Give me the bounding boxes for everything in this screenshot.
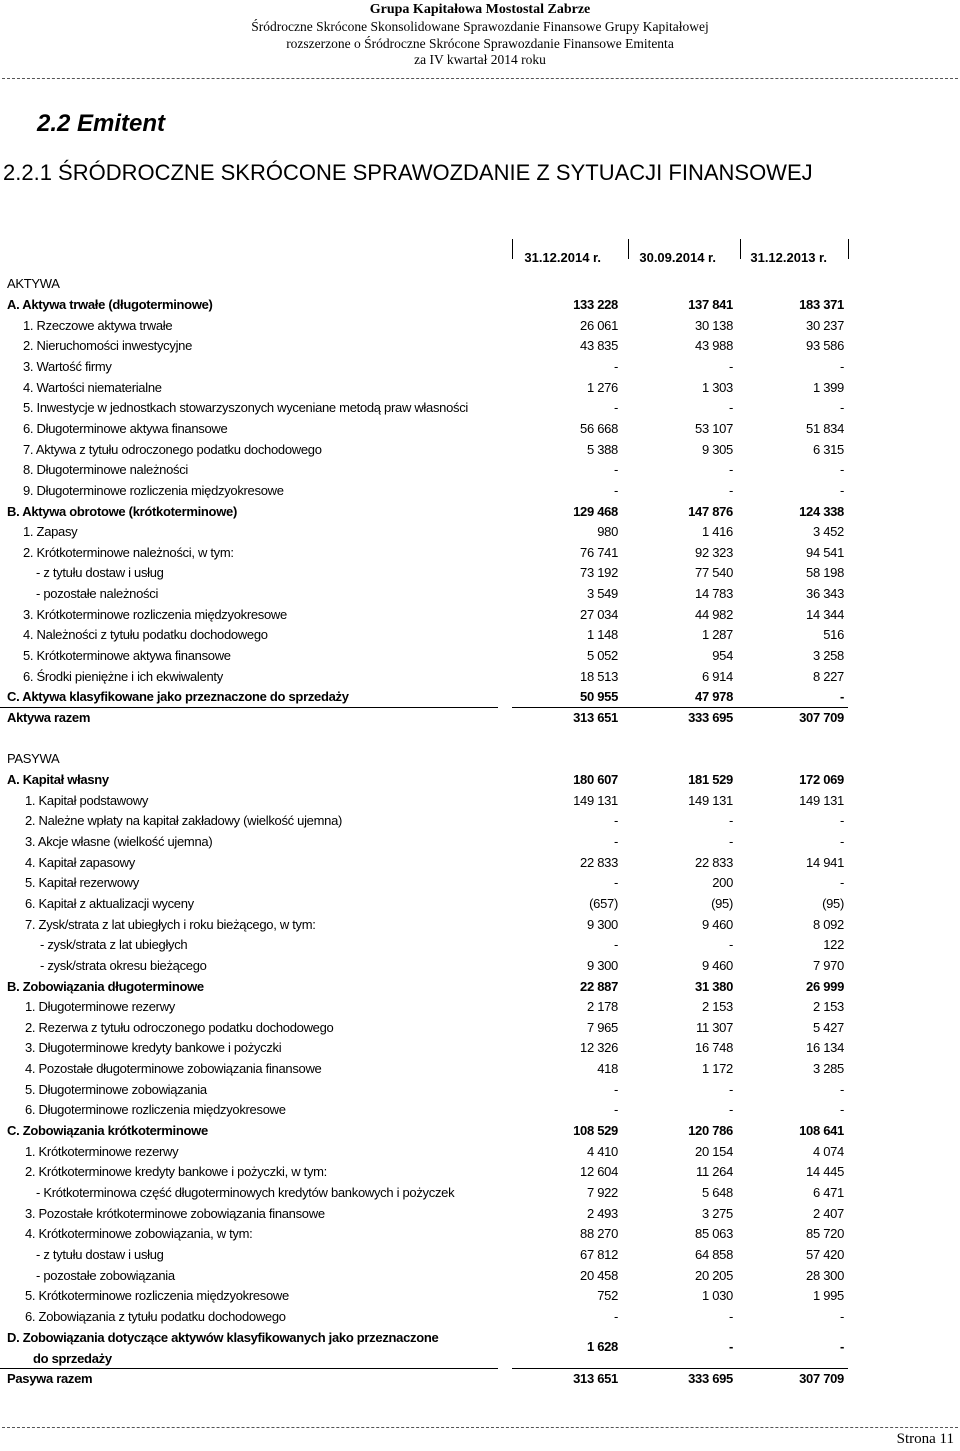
report-title-line: Śródroczne Skrócone Skonsolidowane Sprawozdanie Finansowe Grupy Kapitałowej: [251, 19, 709, 34]
cell-2014q3: 20 154: [695, 1143, 733, 1159]
row-label: A. Kapitał własny: [7, 772, 109, 787]
table-row: [0, 460, 960, 480]
table-row: [0, 1059, 960, 1079]
table-row: [0, 1307, 960, 1327]
cell-2013q4: 2 407: [812, 1205, 844, 1221]
column-header-2014q3: 30.09.2014 r.: [639, 250, 716, 265]
table-row: [0, 1224, 960, 1244]
cell-2014q3: 30 138: [695, 317, 733, 333]
cell-2014q4: 5 052: [586, 648, 618, 664]
cell-2013q4: 85 720: [806, 1226, 844, 1242]
row-label-continued: do sprzedaży: [33, 1351, 112, 1366]
row-label: 1. Rzeczowe aktywa trwałe: [23, 317, 173, 333]
cell-2014q3: 85 063: [695, 1226, 733, 1242]
row-label: 4. Kapitał zapasowy: [25, 854, 135, 870]
cell-2013q4: 2 153: [812, 999, 844, 1015]
row-label: 8. Długoterminowe należności: [23, 462, 189, 478]
cell-2013q4: 172 069: [799, 772, 844, 787]
cell-2013q4: -: [839, 358, 844, 374]
cell-2014q3: -: [728, 1339, 733, 1354]
cell-2014q3: -: [728, 482, 733, 498]
cell-2014q4: 88 270: [580, 1226, 618, 1242]
column-divider: [848, 239, 849, 259]
cell-2013q4: 5 427: [812, 1019, 844, 1035]
table-row: [0, 1100, 960, 1120]
cell-2014q4: 133 228: [573, 297, 618, 312]
table-row: [0, 1286, 960, 1306]
cell-2014q4: -: [613, 1081, 618, 1097]
table-row: [0, 295, 960, 315]
row-label: 7. Aktywa z tytułu odroczonego podatku dochodowego: [23, 441, 322, 457]
cell-2014q3: -: [728, 1081, 733, 1097]
cell-2013q4: -: [839, 1081, 844, 1097]
table-row: [0, 832, 960, 852]
cell-2014q4: 22 833: [580, 854, 618, 870]
cell-2014q4: 76 741: [580, 544, 618, 560]
cell-2013q4: -: [839, 400, 844, 416]
table-row: [0, 853, 960, 873]
cell-2013q4: 307 709: [799, 710, 844, 725]
cell-2014q4: 2 178: [586, 999, 618, 1015]
cell-2013q4: 30 237: [806, 317, 844, 333]
table-row: [0, 977, 960, 997]
section-title: 2.2 Emitent: [37, 110, 166, 137]
cell-2013q4: 57 420: [806, 1246, 844, 1262]
table-row: [0, 708, 960, 728]
table-row: [0, 1204, 960, 1224]
cell-2013q4: 36 343: [806, 586, 844, 602]
footer-divider: [2, 1427, 958, 1428]
cell-2014q4: 1 148: [586, 627, 618, 643]
row-label: 6. Zobowiązania z tytułu podatku dochodowego: [25, 1308, 286, 1324]
row-label: 6. Środki pieniężne i ich ekwiwalenty: [23, 668, 223, 684]
cell-2014q3: 333 695: [688, 710, 733, 725]
cell-2014q3: 14 783: [695, 586, 733, 602]
cell-2014q3: 9 460: [701, 916, 733, 932]
table-row: [0, 316, 960, 336]
page-number: Strona 11: [896, 1431, 954, 1447]
table-row: [0, 811, 960, 831]
table-row: [0, 543, 960, 563]
table-row: [0, 956, 960, 976]
cell-2013q4: -: [839, 813, 844, 829]
row-label: - z tytułu dostaw i usług: [36, 565, 164, 581]
cell-2013q4: 7 970: [812, 957, 844, 973]
cell-2014q4: 20 458: [580, 1267, 618, 1283]
table-row: [0, 336, 960, 356]
table-row: [0, 935, 960, 955]
table-row: [0, 791, 960, 811]
row-label: 4. Krótkoterminowe zobowiązania, w tym:: [25, 1226, 253, 1242]
cell-2013q4: 3 258: [812, 648, 844, 664]
liabilities-total-row: Pasywa razem 313 651 333 695 307 709: [7, 1371, 844, 1386]
cell-2014q3: 120 786: [688, 1123, 733, 1139]
cell-2013q4: 94 541: [806, 544, 844, 560]
table-row: [0, 1121, 960, 1141]
cell-2014q3: -: [728, 1308, 733, 1324]
table-row: [0, 357, 960, 377]
cell-2014q3: 149 131: [688, 792, 733, 808]
cell-2014q4: 313 651: [573, 710, 618, 725]
row-label: - pozostałe zobowiązania: [36, 1267, 175, 1283]
cell-2014q3: 3 275: [701, 1205, 733, 1221]
row-label: - zysk/strata z lat ubiegłych: [40, 937, 188, 953]
cell-2013q4: 58 198: [806, 565, 844, 581]
table-row: [0, 997, 960, 1017]
table-row: [0, 687, 960, 707]
cell-2014q3: 137 841: [688, 297, 733, 312]
cell-2014q4: -: [613, 400, 618, 416]
row-label: C. Zobowiązania krótkoterminowe: [7, 1123, 208, 1139]
cell-2013q4: -: [839, 833, 844, 849]
row-label: - z tytułu dostaw i usług: [36, 1246, 164, 1262]
cell-2013q4: 8 092: [812, 916, 844, 932]
cell-2014q3: 954: [712, 648, 733, 664]
cell-2014q3: 1 172: [701, 1061, 733, 1077]
row-label: - Krótkoterminowa część długoterminowych kredytów bankowych i pożyczek: [36, 1185, 455, 1200]
table-row: [0, 1142, 960, 1162]
cell-2013q4: -: [839, 1308, 844, 1324]
table-row: [0, 625, 960, 645]
cell-2014q3: -: [728, 400, 733, 416]
cell-2014q3: 1 287: [701, 627, 733, 643]
cell-2013q4: 4 074: [812, 1143, 844, 1159]
cell-2014q3: -: [728, 937, 733, 953]
cell-2013q4: 8 227: [812, 668, 844, 684]
row-label: 3. Pozostałe krótkoterminowe zobowiązania finansowe: [25, 1205, 325, 1221]
cell-2013q4: 1 399: [812, 379, 844, 395]
table-row: [0, 1183, 960, 1203]
company-name: Grupa Kapitałowa Mostostal Zabrze: [369, 2, 591, 17]
cell-2014q4: -: [613, 813, 618, 829]
cell-2014q4: 980: [597, 524, 618, 540]
cell-2013q4: 14 941: [806, 854, 844, 870]
cell-2014q4: 18 513: [580, 668, 618, 684]
row-label: 4. Należności z tytułu podatku dochodowego: [23, 627, 268, 643]
cell-2014q4: 12 326: [580, 1040, 618, 1056]
cell-2013q4: 3 285: [812, 1061, 844, 1077]
cell-2014q4: 129 468: [573, 503, 618, 519]
cell-2014q3: 1 416: [701, 524, 733, 540]
cell-2014q3: 1 030: [701, 1288, 733, 1304]
table-row: [0, 873, 960, 893]
row-label: B. Zobowiązania długoterminowe: [7, 978, 204, 994]
cell-2013q4: -: [839, 1339, 844, 1354]
row-label: 6. Długoterminowe aktywa finansowe: [23, 420, 228, 436]
assets-heading: AKTYWA: [7, 276, 60, 291]
cell-2014q3: 16 748: [695, 1040, 733, 1056]
cell-2013q4: 93 586: [806, 338, 844, 354]
cell-2014q4: 7 922: [586, 1185, 618, 1200]
row-label: 3. Krótkoterminowe rozliczenia międzyokresowe: [23, 606, 287, 622]
cell-2014q4: 149 131: [573, 792, 618, 808]
row-label: 3. Długoterminowe kredyty bankowe i pożyczki: [25, 1040, 282, 1056]
cell-2014q3: 11 264: [696, 1164, 733, 1180]
table-row: [0, 894, 960, 914]
row-label: - zysk/strata okresu bieżącego: [40, 957, 207, 973]
cell-2014q3: -: [728, 813, 733, 829]
cell-2014q3: -: [728, 358, 733, 374]
table-row: [0, 915, 960, 935]
table-row: [0, 398, 960, 418]
header-divider: [2, 78, 958, 79]
row-label: 5. Krótkoterminowe aktywa finansowe: [23, 648, 231, 664]
cell-2014q4: 12 604: [580, 1164, 618, 1180]
cell-2014q3: 31 380: [695, 978, 733, 994]
cell-2013q4: 149 131: [799, 792, 844, 808]
cell-2013q4: 124 338: [799, 503, 844, 519]
table-row: [0, 584, 960, 604]
cell-2014q4: 26 061: [580, 317, 618, 333]
row-label: 3. Akcje własne (wielkość ujemna): [25, 833, 213, 849]
table-row: [0, 481, 960, 501]
row-label: B. Aktywa obrotowe (krótkoterminowe): [7, 503, 237, 519]
row-label: 2. Należne wpłaty na kapitał zakładowy (wielkość ujemna): [25, 813, 343, 829]
table-row: [0, 646, 960, 666]
cell-2013q4: 51 834: [806, 420, 844, 436]
cell-2014q3: 53 107: [695, 420, 733, 436]
cell-2014q3: 43 988: [695, 338, 733, 354]
report-period: za IV kwartał 2014 roku: [414, 52, 546, 67]
cell-2014q4: 7 965: [586, 1019, 618, 1035]
cell-2014q4: 108 529: [573, 1123, 618, 1139]
cell-2014q3: 147 876: [688, 503, 733, 519]
row-label: 4. Wartości niematerialne: [23, 379, 162, 395]
cell-2013q4: 183 371: [799, 297, 844, 312]
row-label: 4. Pozostałe długoterminowe zobowiązania finansowe: [25, 1061, 322, 1077]
cell-2014q4: 1 276: [586, 379, 618, 395]
cell-2013q4: 14 445: [806, 1164, 844, 1180]
cell-2014q4: -: [613, 1102, 618, 1118]
row-label: 7. Zysk/strata z lat ubiegłych i roku bieżącego, w tym:: [25, 916, 316, 932]
report-subtitle-line: rozszerzone o Śródroczne Skrócone Sprawozdanie Finansowe Emitenta: [286, 36, 674, 51]
cell-2014q4: 22 887: [580, 978, 618, 994]
table-row: [0, 378, 960, 398]
cell-2013q4: 516: [823, 627, 844, 643]
table-row: [0, 1162, 960, 1182]
row-label: 1. Kapitał podstawowy: [25, 792, 149, 808]
row-label: 2. Nieruchomości inwestycyjne: [23, 338, 193, 354]
cell-2014q3: -: [728, 833, 733, 849]
row-label: A. Aktywa trwałe (długoterminowe): [7, 297, 213, 312]
row-label: C. Aktywa klasyfikowane jako przeznaczone do sprzedaży: [7, 689, 349, 705]
cell-2013q4: 28 300: [806, 1267, 844, 1283]
cell-2013q4: 14 344: [806, 606, 844, 622]
cell-2014q4: 50 955: [580, 689, 618, 705]
cell-2014q3: 11 307: [696, 1019, 733, 1035]
table-row: [0, 419, 960, 439]
row-label: 5. Kapitał rezerwowy: [25, 875, 139, 891]
cell-2014q3: 6 914: [701, 668, 733, 684]
table-row: [0, 770, 960, 790]
cell-2013q4: (95): [822, 895, 844, 911]
total-rule: [0, 707, 498, 708]
row-label: 1. Krótkoterminowe rezerwy: [25, 1143, 179, 1159]
cell-2014q4: 27 034: [580, 606, 618, 622]
row-label: 2. Krótkoterminowe należności, w tym:: [23, 544, 234, 560]
row-label: 5. Inwestycje w jednostkach stowarzyszonych wyceniane metodą praw własności: [23, 400, 468, 416]
row-label: 5. Długoterminowe zobowiązania: [25, 1081, 207, 1097]
cell-2013q4: 16 134: [806, 1040, 844, 1056]
cell-2013q4: 3 452: [812, 524, 844, 540]
cell-2013q4: -: [839, 689, 844, 705]
column-header-2014q4: 31.12.2014 r.: [524, 250, 601, 265]
cell-2013q4: -: [839, 875, 844, 891]
cell-2014q4: -: [613, 482, 618, 498]
row-label: 6. Kapitał z aktualizacji wyceny: [25, 895, 194, 911]
cell-2014q3: 64 858: [695, 1246, 733, 1262]
cell-2014q3: 44 982: [695, 606, 733, 622]
cell-2014q4: 418: [597, 1061, 618, 1077]
cell-2014q4: 9 300: [586, 957, 618, 973]
table-row: [0, 1080, 960, 1100]
cell-2014q4: -: [613, 358, 618, 374]
cell-2014q4: 4 410: [586, 1143, 618, 1159]
cell-2014q3: 20 205: [695, 1267, 733, 1283]
cell-2013q4: -: [839, 482, 844, 498]
liabilities-heading: PASYWA: [7, 751, 60, 766]
cell-2014q3: 47 978: [695, 689, 733, 705]
cell-2014q3: 9 460: [701, 957, 733, 973]
cell-2014q4: 56 668: [580, 420, 618, 436]
cell-2013q4: 1 995: [812, 1288, 844, 1304]
cell-2014q4: 1 628: [586, 1339, 618, 1354]
row-label: 6. Długoterminowe rozliczenia międzyokresowe: [25, 1102, 286, 1118]
row-label: 9. Długoterminowe rozliczenia międzyokresowe: [23, 482, 284, 498]
cell-2013q4: 122: [823, 937, 844, 953]
row-label: 1. Długoterminowe rezerwy: [25, 999, 176, 1015]
cell-2014q3: 5 648: [701, 1185, 733, 1200]
cell-2014q3: 2 153: [701, 999, 733, 1015]
table-row: [0, 667, 960, 687]
row-label: 2. Rezerwa z tytułu odroczonego podatku dochodowego: [25, 1019, 334, 1035]
cell-2014q3: 200: [712, 875, 733, 891]
row-label: D. Zobowiązania dotyczące aktywów klasyfikowanych jako przeznaczone: [7, 1330, 439, 1345]
row-label: 5. Krótkoterminowe rozliczenia międzyokresowe: [25, 1288, 289, 1304]
cell-2014q3: 181 529: [688, 772, 733, 787]
table-row: [0, 1245, 960, 1265]
cell-2014q4: (657): [589, 895, 618, 911]
cell-2014q4: -: [613, 875, 618, 891]
cell-2014q4: -: [613, 462, 618, 478]
table-row: [0, 1018, 960, 1038]
row-label: 1. Zapasy: [23, 524, 78, 540]
cell-2014q4: 67 812: [580, 1246, 618, 1262]
row-label: - pozostałe należności: [36, 586, 159, 602]
cell-2014q4: -: [613, 1308, 618, 1324]
cell-2014q4: 73 192: [580, 565, 618, 581]
column-header-2013q4: 31.12.2013 r.: [750, 250, 827, 265]
cell-2013q4: -: [839, 1102, 844, 1118]
table-row: [0, 605, 960, 625]
cell-2014q4: 180 607: [573, 772, 618, 787]
row-label: 3. Wartość firmy: [23, 358, 112, 374]
table-row: [0, 1038, 960, 1058]
table-row: [0, 522, 960, 542]
cell-2014q3: 9 305: [701, 441, 733, 457]
cell-2014q3: 77 540: [695, 565, 733, 581]
table-row: [0, 1266, 960, 1286]
cell-2014q4: -: [613, 833, 618, 849]
cell-2014q3: -: [728, 1102, 733, 1118]
cell-2014q4: 5 388: [586, 441, 618, 457]
cell-2014q4: 9 300: [586, 916, 618, 932]
cell-2014q4: 3 549: [586, 586, 618, 602]
total-rule: [512, 707, 848, 708]
cell-2014q3: 92 323: [695, 544, 733, 560]
cell-2014q4: -: [613, 937, 618, 953]
cell-2014q3: 1 303: [701, 379, 733, 395]
cell-2013q4: 6 315: [812, 441, 844, 457]
cell-2014q3: -: [728, 462, 733, 478]
cell-2013q4: -: [839, 462, 844, 478]
table-row: [0, 440, 960, 460]
cell-2013q4: 26 999: [806, 978, 844, 994]
subsection-title: 2.2.1 ŚRÓDROCZNE SKRÓCONE SPRAWOZDANIE Z SYTUACJI FINANSOWEJ: [3, 160, 813, 185]
cell-2014q3: (95): [711, 895, 733, 911]
cell-2014q4: 752: [597, 1288, 618, 1304]
cell-2014q4: 43 835: [580, 338, 618, 354]
cell-2014q3: 22 833: [695, 854, 733, 870]
cell-2014q4: 2 493: [586, 1205, 618, 1221]
cell-2013q4: 108 641: [799, 1123, 844, 1139]
table-row: [0, 563, 960, 583]
table-row: [0, 502, 960, 522]
row-label: Aktywa razem: [7, 710, 91, 725]
row-label: 2. Krótkoterminowe kredyty bankowe i pożyczki, w tym:: [25, 1164, 327, 1180]
cell-2013q4: 6 471: [812, 1185, 844, 1200]
